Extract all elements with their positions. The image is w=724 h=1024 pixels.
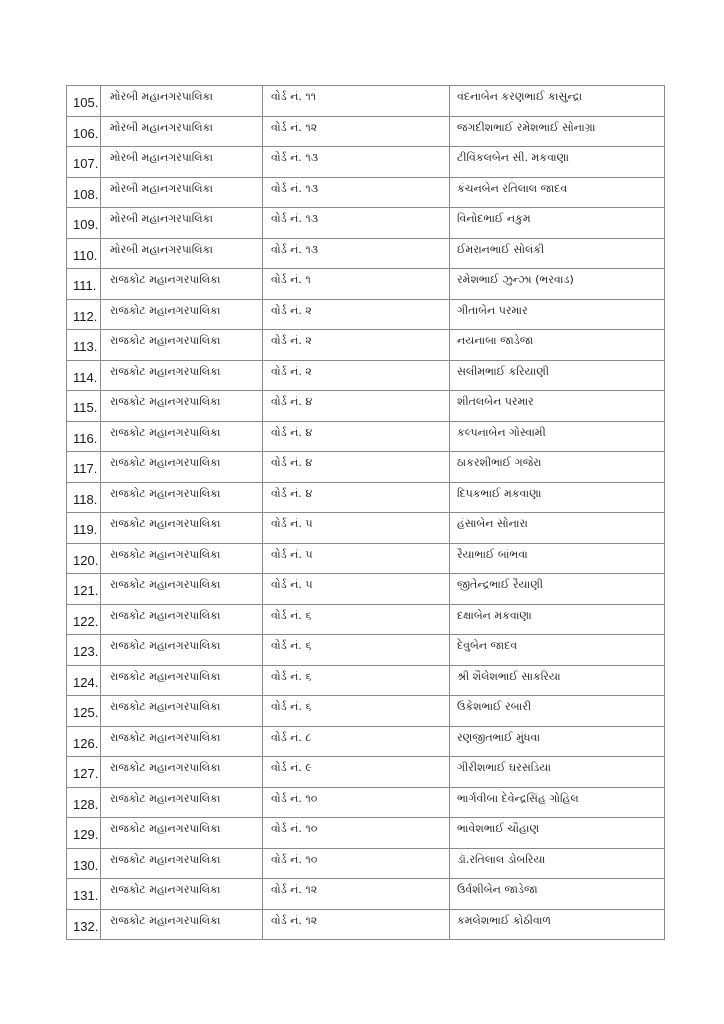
serial-number-text: 113.: [73, 339, 98, 354]
corporation-text: રાજકોટ મહાનગરપાલિકા: [110, 364, 221, 378]
person-name-text: નયનાબા જાડેજા: [457, 334, 534, 347]
corporation-text: મોરબી મહાનગરપાલિકા: [110, 212, 213, 225]
ward-text: વોર્ડ નં. ૧૩: [271, 212, 319, 225]
corporation-cell: [101, 818, 263, 849]
serial-number-cell: [67, 147, 101, 178]
serial-number-text: 124.: [73, 674, 99, 690]
ward-text: વોર્ડ નં. ૧૨: [271, 883, 318, 896]
person-name-cell: [450, 391, 665, 422]
ward-cell: [263, 513, 450, 544]
serial-number-text: 127.: [73, 766, 99, 781]
ward-text: વોર્ડ નં. ૬: [271, 608, 312, 622]
serial-number-text: 130.: [73, 857, 99, 873]
person-name-cell: [450, 909, 665, 940]
serial-number-cell: [67, 116, 101, 147]
serial-number-text: 112.: [73, 308, 98, 324]
corporation-cell: [101, 208, 263, 239]
corporation-text: રાજકોટ મહાનગરપાલિકા: [110, 273, 221, 286]
person-name-text: ડૉ.રતિલાલ ડોબરિયા: [457, 852, 546, 866]
ward-cell: [263, 818, 450, 849]
ward-text: વોર્ડ નં. ૧૩: [271, 181, 319, 195]
table-row: [67, 543, 665, 574]
person-name-cell: [450, 726, 665, 757]
person-name-text: કમલેશભાઈ કોઠીવાળ: [457, 913, 552, 927]
corporation-text: રાજકોટ મહાનગરપાલિકા: [110, 791, 221, 805]
person-name-text: ગીરીશભાઈ ઘરસંડિયા: [457, 761, 551, 774]
serial-number-cell: [67, 787, 101, 818]
table-row: [67, 299, 665, 330]
table-row: [67, 452, 665, 483]
ward-cell: [263, 543, 450, 574]
table-row: [67, 482, 665, 513]
ward-cell: [263, 604, 450, 635]
serial-number-cell: [67, 238, 101, 269]
ward-text: વોર્ડ નં. ૧૦: [271, 822, 318, 835]
serial-number-cell: [67, 391, 101, 422]
table-row: [67, 391, 665, 422]
person-name-cell: [450, 452, 665, 483]
serial-number-text: 114.: [73, 369, 98, 385]
person-name-text: ઈમરાનભાઈ સોલંકી: [457, 242, 545, 256]
person-name-text: શ્રી શૈલેશભાઈ સાકરિયા: [457, 669, 561, 683]
person-name-cell: [450, 513, 665, 544]
person-name-cell: [450, 818, 665, 849]
person-name-text: ઠાકરશીભાઈ ગજેરા: [457, 456, 542, 469]
corporation-text: રાજકોટ મહાનગરપાલિકા: [110, 913, 221, 927]
corporation-cell: [101, 879, 263, 910]
ward-text: વોર્ડ નં. ૨: [271, 334, 312, 347]
person-name-text: સલીમભાઈ કરિયાણી: [457, 364, 550, 378]
ward-cell: [263, 482, 450, 513]
corporation-cell: [101, 421, 263, 452]
ward-text: વોર્ડ નં. ૧૩: [271, 242, 319, 256]
ward-text: વોર્ડ નં. ૯: [271, 761, 312, 774]
corporation-text: રાજકોટ મહાનગરપાલિકા: [110, 395, 221, 408]
person-name-cell: [450, 147, 665, 178]
ward-cell: [263, 635, 450, 666]
corporation-cell: [101, 726, 263, 757]
ward-cell: [263, 269, 450, 300]
table-row: [67, 574, 665, 605]
corporation-cell: [101, 482, 263, 513]
table-row: [67, 635, 665, 666]
serial-number-cell: [67, 86, 101, 117]
ward-cell: [263, 848, 450, 879]
corporation-cell: [101, 665, 263, 696]
ward-text: વોર્ડ નં. ૧૦: [271, 852, 318, 866]
person-name-cell: [450, 269, 665, 300]
serial-number-cell: [67, 269, 101, 300]
serial-number-cell: [67, 574, 101, 605]
table-row: [67, 330, 665, 361]
table-body: [67, 86, 665, 940]
corporation-cell: [101, 696, 263, 727]
ward-text: વોર્ડ નં. ૨: [271, 303, 312, 317]
person-name-cell: [450, 787, 665, 818]
person-name-cell: [450, 116, 665, 147]
ward-cell: [263, 238, 450, 269]
corporation-cell: [101, 86, 263, 117]
corporation-cell: [101, 604, 263, 635]
corporation-cell: [101, 147, 263, 178]
ward-cell: [263, 177, 450, 208]
person-name-text: રૈયાભાઈ બાંભવા: [457, 547, 528, 561]
corporation-cell: [101, 574, 263, 605]
corporation-text: રાજકોટ મહાનગરપાલિકા: [110, 486, 221, 500]
table-row: [67, 147, 665, 178]
serial-number-cell: [67, 482, 101, 513]
serial-number-text: 131.: [73, 888, 99, 903]
table-row: [67, 421, 665, 452]
table-row: [67, 116, 665, 147]
ward-cell: [263, 909, 450, 940]
table-row: [67, 726, 665, 757]
serial-number-text: 108.: [73, 186, 99, 202]
serial-number-text: 117.: [73, 461, 98, 476]
corporation-text: રાજકોટ મહાનગરપાલિકા: [110, 547, 221, 561]
representatives-table: [66, 85, 665, 940]
person-name-cell: [450, 635, 665, 666]
corporation-text: રાજકોટ મહાનગરપાલિકા: [110, 456, 221, 469]
ward-text: વોર્ડ નં. ૧૩: [271, 151, 319, 164]
serial-number-cell: [67, 208, 101, 239]
serial-number-cell: [67, 635, 101, 666]
person-name-text: રમેશભાઈ ઝુન્ઝા (ભરવાડ): [457, 273, 574, 286]
serial-number-text: 106.: [73, 125, 99, 141]
ward-cell: [263, 421, 450, 452]
ward-text: વોર્ડ નં. ૫: [271, 578, 313, 591]
person-name-cell: [450, 482, 665, 513]
person-name-text: વંદનાબેન કરણભાઈ કાસુન્દ્રા: [457, 90, 583, 103]
ward-text: વોર્ડ નં. ૪: [271, 486, 313, 500]
corporation-cell: [101, 909, 263, 940]
person-name-text: ઉકેશભાઈ રબારી: [457, 700, 532, 713]
person-name-cell: [450, 848, 665, 879]
corporation-cell: [101, 269, 263, 300]
corporation-text: રાજકોટ મહાનગરપાલિકા: [110, 334, 221, 347]
ward-cell: [263, 299, 450, 330]
corporation-cell: [101, 757, 263, 788]
corporation-cell: [101, 299, 263, 330]
serial-number-cell: [67, 665, 101, 696]
serial-number-text: 120.: [73, 552, 99, 568]
corporation-text: રાજકોટ મહાનગરપાલિકા: [110, 669, 221, 683]
corporation-cell: [101, 116, 263, 147]
corporation-text: રાજકોટ મહાનગરપાલિકા: [110, 883, 221, 896]
corporation-cell: [101, 391, 263, 422]
person-name-text: કંચનબેન રતિલાલ જાદવ: [457, 181, 568, 195]
person-name-text: ગીતાબેન પરમાર: [457, 303, 528, 317]
ward-text: વોર્ડ નં. ૧૨: [271, 913, 318, 927]
person-name-text: ભાવેશભાઈ ચૌહાણ: [457, 822, 540, 835]
ward-text: વોર્ડ નં. ૪: [271, 456, 313, 469]
ward-cell: [263, 208, 450, 239]
ward-cell: [263, 787, 450, 818]
serial-number-cell: [67, 299, 101, 330]
table-row: [67, 787, 665, 818]
person-name-text: કલ્પનાબેન ગોસ્વામી: [457, 425, 546, 439]
serial-number-text: 122.: [73, 613, 99, 629]
corporation-text: રાજકોટ મહાનગરપાલિકા: [110, 822, 221, 835]
ward-cell: [263, 726, 450, 757]
ward-text: વોર્ડ નં. ૬: [271, 639, 312, 652]
serial-number-cell: [67, 177, 101, 208]
ward-text: વોર્ડ નં. ૪: [271, 425, 313, 439]
person-name-cell: [450, 543, 665, 574]
serial-number-cell: [67, 513, 101, 544]
table-row: [67, 208, 665, 239]
corporation-text: મોરબી મહાનગરપાલિકા: [110, 181, 213, 195]
serial-number-cell: [67, 848, 101, 879]
person-name-cell: [450, 604, 665, 635]
table-row: [67, 604, 665, 635]
person-name-text: ભાર્ગવીબા દેવેન્દ્રસિંહ ગોહિલ: [457, 791, 579, 805]
serial-number-cell: [67, 879, 101, 910]
person-name-text: ઉર્વશીબેન જાડેજા: [457, 883, 538, 896]
ward-text: વોર્ડ નં. ૧૦: [271, 791, 318, 805]
person-name-text: હંસાબેન સોનારા: [457, 517, 528, 530]
person-name-cell: [450, 86, 665, 117]
person-name-cell: [450, 208, 665, 239]
ward-cell: [263, 696, 450, 727]
person-name-text: દેવુબેન જાદવ: [457, 639, 518, 652]
serial-number-cell: [67, 757, 101, 788]
serial-number-cell: [67, 696, 101, 727]
serial-number-text: 128.: [73, 796, 99, 812]
table-row: [67, 909, 665, 940]
corporation-text: રાજકોટ મહાનગરપાલિકા: [110, 639, 221, 652]
corporation-cell: [101, 238, 263, 269]
ward-text: વોર્ડ નં. ૫: [271, 547, 313, 561]
person-name-text: જગદીશભાઈ રમેશભાઈ સોનાગ્રા: [457, 120, 596, 134]
table-row: [67, 360, 665, 391]
table-row: [67, 177, 665, 208]
table-row: [67, 696, 665, 727]
corporation-text: રાજકોટ મહાનગરપાલિકા: [110, 761, 221, 774]
corporation-cell: [101, 513, 263, 544]
ward-text: વોર્ડ નં. ૧૨: [271, 120, 318, 134]
ward-text: વોર્ડ નં. ૧૧: [271, 90, 317, 103]
ward-cell: [263, 116, 450, 147]
corporation-cell: [101, 543, 263, 574]
table-row: [67, 818, 665, 849]
serial-number-text: 105.: [73, 95, 99, 110]
serial-number-cell: [67, 818, 101, 849]
table-row: [67, 238, 665, 269]
person-name-cell: [450, 330, 665, 361]
corporation-text: મોરબી મહાનગરપાલિકા: [110, 90, 213, 103]
table-row: [67, 879, 665, 910]
person-name-text: વિનોદભાઈ નકુમ: [457, 212, 531, 225]
person-name-text: શીતલબેન પરમાર: [457, 395, 534, 408]
corporation-text: રાજકોટ મહાનગરપાલિકા: [110, 700, 221, 713]
corporation-cell: [101, 177, 263, 208]
table-row: [67, 269, 665, 300]
person-name-cell: [450, 299, 665, 330]
ward-text: વોર્ડ નં. ૬: [271, 700, 312, 713]
corporation-text: મોરબી મહાનગરપાલિકા: [110, 151, 213, 164]
serial-number-text: 132.: [73, 918, 99, 934]
corporation-text: મોરબી મહાનગરપાલિકા: [110, 120, 213, 134]
ward-cell: [263, 574, 450, 605]
serial-number-text: 121.: [73, 583, 99, 598]
ward-cell: [263, 665, 450, 696]
person-name-cell: [450, 421, 665, 452]
ward-text: વોર્ડ નં. ૮: [271, 730, 312, 744]
corporation-text: રાજકોટ મહાનગરપાલિકા: [110, 303, 221, 317]
person-name-cell: [450, 360, 665, 391]
serial-number-cell: [67, 726, 101, 757]
serial-number-cell: [67, 330, 101, 361]
corporation-text: રાજકોટ મહાનગરપાલિકા: [110, 852, 221, 866]
serial-number-text: 123.: [73, 644, 99, 659]
serial-number-text: 116.: [73, 430, 98, 446]
corporation-cell: [101, 330, 263, 361]
table-row: [67, 757, 665, 788]
person-name-text: દક્ષાબેન મકવાણા: [457, 608, 532, 622]
serial-number-text: 111.: [73, 278, 97, 293]
ward-text: વોર્ડ નં. ૨: [271, 364, 312, 378]
ward-cell: [263, 360, 450, 391]
ward-text: વોર્ડ નં. ૬: [271, 669, 312, 683]
person-name-cell: [450, 879, 665, 910]
table-row: [67, 848, 665, 879]
ward-cell: [263, 757, 450, 788]
corporation-cell: [101, 848, 263, 879]
serial-number-text: 119.: [73, 522, 98, 537]
corporation-text: રાજકોટ મહાનગરપાલિકા: [110, 608, 221, 622]
table-row: [67, 665, 665, 696]
ward-cell: [263, 147, 450, 178]
ward-text: વોર્ડ નં. ૧: [271, 273, 311, 286]
corporation-cell: [101, 787, 263, 818]
serial-number-text: 118.: [73, 491, 98, 507]
ward-cell: [263, 879, 450, 910]
person-name-text: દિપકભાઈ મકવાણા: [457, 486, 542, 500]
corporation-text: રાજકોટ મહાનગરપાલિકા: [110, 578, 221, 591]
corporation-text: રાજકોટ મહાનગરપાલિકા: [110, 425, 221, 439]
person-name-cell: [450, 757, 665, 788]
serial-number-cell: [67, 604, 101, 635]
serial-number-cell: [67, 452, 101, 483]
serial-number-text: 126.: [73, 735, 99, 751]
serial-number-text: 125.: [73, 705, 99, 720]
ward-cell: [263, 86, 450, 117]
ward-cell: [263, 330, 450, 361]
table-row: [67, 513, 665, 544]
person-name-cell: [450, 574, 665, 605]
serial-number-cell: [67, 909, 101, 940]
corporation-text: રાજકોટ મહાનગરપાલિકા: [110, 730, 221, 744]
person-name-cell: [450, 238, 665, 269]
corporation-text: મોરબી મહાનગરપાલિકા: [110, 242, 213, 256]
person-name-text: જીતેન્દ્રભાઈ રૈયાણી: [457, 578, 543, 591]
corporation-cell: [101, 452, 263, 483]
person-name-cell: [450, 696, 665, 727]
serial-number-cell: [67, 360, 101, 391]
serial-number-text: 107.: [73, 156, 99, 171]
corporation-text: રાજકોટ મહાનગરપાલિકા: [110, 517, 221, 530]
person-name-text: રણજીતભાઈ મુંધવા: [457, 730, 541, 744]
corporation-cell: [101, 360, 263, 391]
person-name-cell: [450, 177, 665, 208]
ward-text: વોર્ડ નં. ૪: [271, 395, 313, 408]
serial-number-cell: [67, 543, 101, 574]
person-name-text: ટીવિંકલબેન સી. મકવાણા: [457, 151, 569, 164]
serial-number-cell: [67, 421, 101, 452]
person-name-cell: [450, 665, 665, 696]
ward-cell: [263, 452, 450, 483]
ward-cell: [263, 391, 450, 422]
serial-number-text: 129.: [73, 827, 99, 842]
ward-text: વોર્ડ નં. ૫: [271, 517, 313, 530]
serial-number-text: 109.: [73, 217, 99, 232]
serial-number-text: 110.: [73, 247, 98, 263]
serial-number-text: 115.: [73, 400, 98, 415]
corporation-cell: [101, 635, 263, 666]
table-row: [67, 86, 665, 117]
